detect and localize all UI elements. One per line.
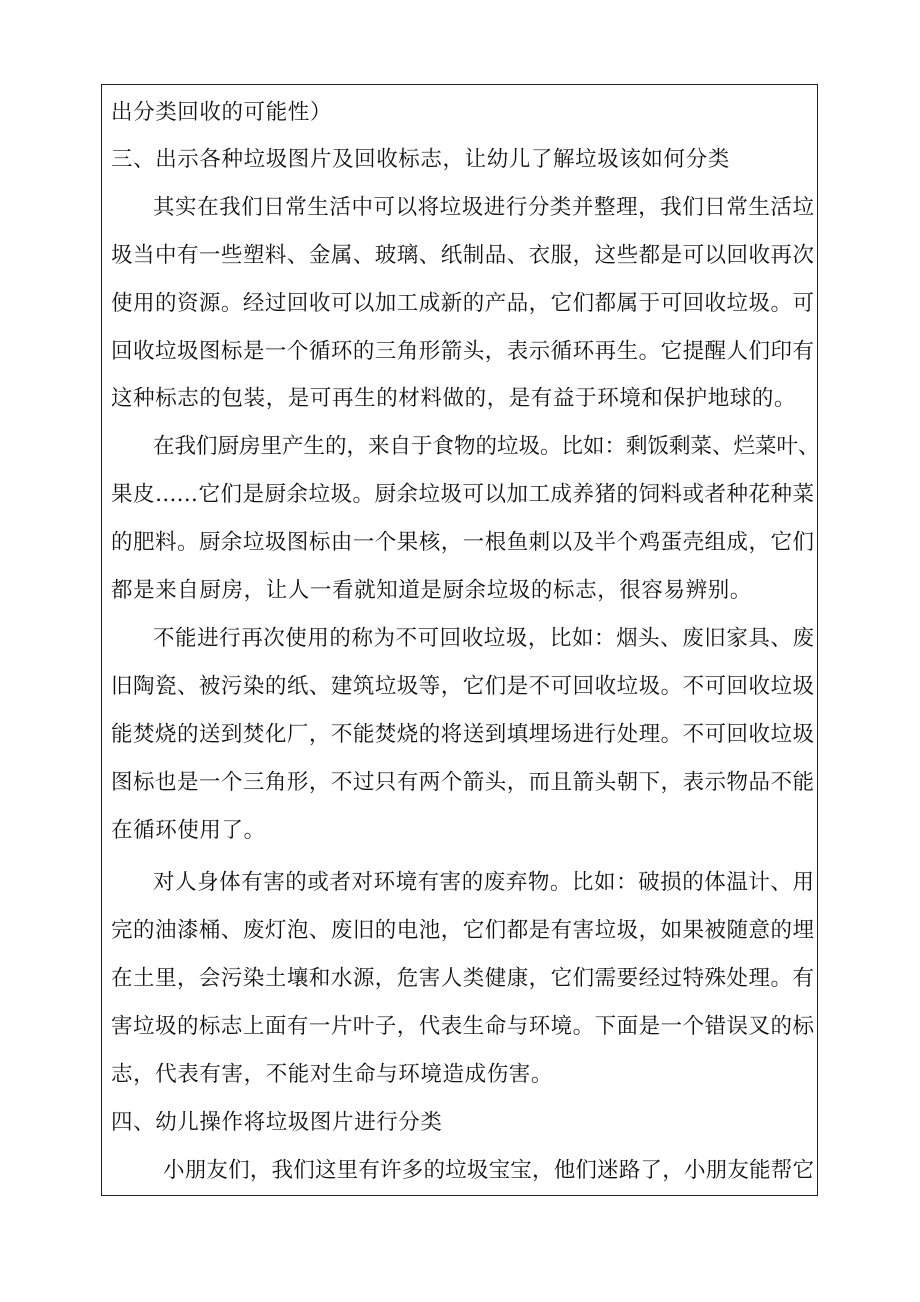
paragraph-nonrecyclable-line-5: 在循环使用了。 bbox=[111, 818, 266, 843]
paragraph-hazardous-line-1: 对人身体有害的或者对环境有害的废弃物。比如：破损的体温计、用 bbox=[153, 870, 814, 895]
paragraph-kitchen-line-1: 在我们厨房里产生的，来自于食物的垃圾。比如：剩饭剩菜、烂菜叶、 bbox=[153, 434, 820, 459]
paragraph-kitchen-line-4: 都是来自厨房，让人一看就知道是厨余垃圾的标志，很容易辨别。 bbox=[111, 578, 752, 603]
paragraph-hazardous-line-5: 志，代表有害，不能对生命与环境造成伤害。 bbox=[111, 1062, 554, 1087]
paragraph-nonrecyclable-line-4: 图标也是一个三角形，不过只有两个箭头，而且箭头朝下，表示物品不能 bbox=[111, 770, 814, 795]
paragraph-recyclable-line-1: 其实在我们日常生活中可以将垃圾进行分类并整理，我们日常生活垃 bbox=[153, 195, 814, 220]
paragraph-nonrecyclable-line-2: 旧陶瓷、被污染的纸、建筑垃圾等，它们是不可回收垃圾。不可回收垃圾 bbox=[111, 674, 814, 699]
paragraph-nonrecyclable-line-1: 不能进行再次使用的称为不可回收垃圾，比如：烟头、废旧家具、废 bbox=[153, 626, 814, 651]
paragraph-recyclable-line-5: 这种标志的包装，是可再生的材料做的，是有益于环境和保护地球的。 bbox=[111, 386, 797, 411]
paragraph-recyclable-line-4: 回收垃圾图标是一个循环的三角形箭头，表示循环再生。它提醒人们印有 bbox=[111, 339, 814, 364]
paragraph-hazardous-line-3: 在土里，会污染土壤和水源，危害人类健康，它们需要经过特殊处理。有 bbox=[111, 966, 814, 991]
section-heading-3: 三、出示各种垃圾图片及回收标志，让幼儿了解垃圾该如何分类 bbox=[111, 147, 730, 172]
paragraph-kitchen-line-2: 果皮……它们是厨余垃圾。厨余垃圾可以加工成养猪的饲料或者种花种菜 bbox=[111, 482, 814, 507]
paragraph-kitchen-line-3: 的肥料。厨余垃圾图标由一个果核，一根鱼刺以及半个鸡蛋壳组成，它们 bbox=[111, 530, 814, 555]
paragraph-recyclable-line-2: 圾当中有一些塑料、金属、玻璃、纸制品、衣服，这些都是可以回收再次 bbox=[111, 243, 814, 268]
section-heading-4: 四、幼儿操作将垃圾图片进行分类 bbox=[111, 1110, 443, 1135]
paragraph-hazardous-line-4: 害垃圾的标志上面有一片叶子，代表生命与环境。下面是一个错误叉的标 bbox=[111, 1014, 814, 1039]
paragraph-recyclable-line-3: 使用的资源。经过回收可以加工成新的产品，它们都属于可回收垃圾。可 bbox=[111, 291, 814, 316]
paragraph-activity-line-1: 小朋友们，我们这里有许多的垃圾宝宝，他们迷路了，小朋友能帮它 bbox=[163, 1158, 814, 1183]
text-line-1: 出分类回收的可能性） bbox=[111, 100, 333, 125]
paragraph-nonrecyclable-line-3: 能焚烧的送到焚化厂，不能焚烧的将送到填埋场进行处理。不可回收垃圾 bbox=[111, 722, 814, 747]
paragraph-hazardous-line-2: 完的油漆桶、废灯泡、废旧的电池，它们都是有害垃圾，如果被随意的埋 bbox=[111, 918, 814, 943]
